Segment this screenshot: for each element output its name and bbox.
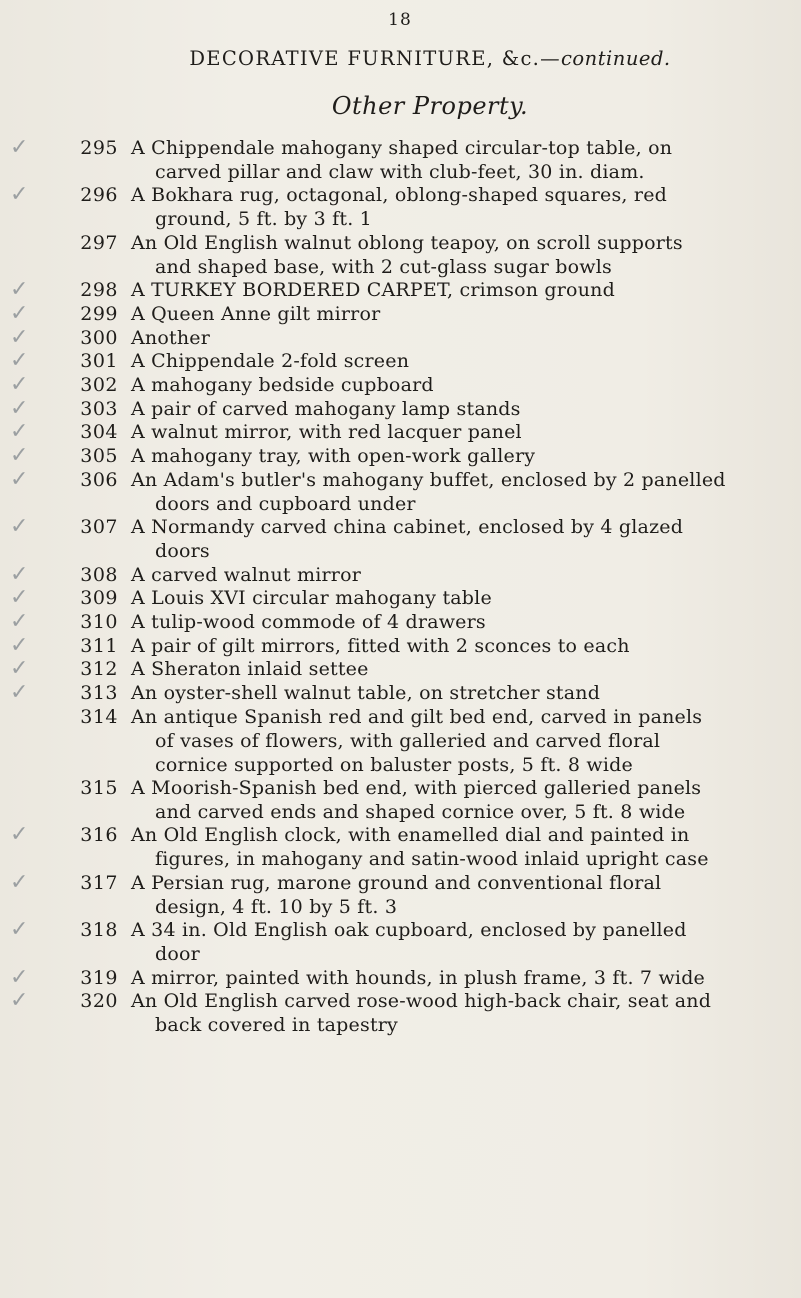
lot-description-line: design, 4 ft. 10 by 5 ft. 3 [155,895,398,918]
lot-description [131,515,791,563]
lot-description [131,231,791,279]
lot-description-line: of vases of flowers, with galleried and carved floral [155,729,661,752]
lot-description-line: An Old English carved rose-wood high-back chair, seat and [131,990,712,1013]
lot-description [131,705,791,777]
lot-description-line: An Old English clock, with enamelled dial and painted in [131,824,690,847]
check-mark-icon: ✓ [10,917,29,943]
check-mark-icon: ✓ [10,395,29,421]
lot-number: 303 [80,397,118,420]
lot-number: 319 [80,966,118,989]
check-mark-icon: ✓ [10,372,29,397]
lot-number: 306 [80,468,118,491]
running-title [100,47,760,70]
check-mark-icon: ✓ [10,822,29,848]
check-mark-icon: ✓ [10,348,29,374]
check-mark-icon: ✓ [10,277,29,303]
lot-number: 320 [80,990,118,1013]
lot-description-line: door [155,943,200,966]
lot-number: 295 [80,137,118,159]
lot-description-line: A carved walnut mirror [131,563,361,586]
lot-number: 310 [80,611,118,633]
lot-number: 309 [80,587,118,610]
lot-number: 301 [80,350,118,373]
lot-description-line: cornice supported on baluster posts, 5 ft. 8 wide [155,753,633,776]
lot-description-line: An antique Spanish red and gilt bed end, carved in panels [131,705,703,728]
check-mark-icon: ✓ [10,964,29,990]
lot-description-line: An oyster-shell walnut table, on stretcher stand [131,682,601,705]
check-mark-icon: ✓ [10,680,29,706]
lot-description [131,586,791,610]
lot-number: 317 [80,871,118,894]
lot-number: 315 [80,776,118,799]
lot-description-line: A pair of carved mahogany lamp stands [131,397,521,420]
lot-description-line: Another [131,326,210,349]
lot-description-line: A mirror, painted with hounds, in plush frame, 3 ft. 7 wide [131,966,705,989]
lot-description-line: A Chippendale 2-fold screen [131,350,410,373]
page-number: 18 [388,10,412,30]
lot-description-line: A pair of gilt mirrors, fitted with 2 sconces to each [131,634,630,657]
lot-description [131,966,791,990]
lot-description-line: carved pillar and claw with club-feet, 30 in. diam. [155,161,645,183]
lot-description [131,823,791,871]
check-mark-icon: ✓ [10,656,29,682]
check-mark-icon: ✓ [10,609,29,634]
running-title-continued: continued. [561,47,671,70]
lot-description-line: A Bokhara rug, octagonal, oblong-shaped squares, red [131,184,667,207]
lot-description-line: A Louis XVI circular mahogany table [131,587,492,610]
check-mark-icon: ✓ [10,585,29,611]
lot-description [131,681,791,705]
check-mark-icon: ✓ [10,300,29,326]
lot-description-line: A Moorish-Spanish bed end, with pierced galleried panels [131,776,702,799]
lot-description-line: A Normandy carved china cabinet, enclosed by 4 glazed [131,516,684,539]
lot-description [131,468,791,516]
check-mark-icon: ✓ [10,632,29,658]
lot-number: 308 [80,563,118,586]
check-mark-icon: ✓ [10,988,29,1014]
lot-description-line: A Queen Anne gilt mirror [131,302,381,325]
lot-description [131,776,791,824]
lot-description [131,326,791,350]
lot-description-line: figures, in mahogany and satin-wood inlaid upright case [155,848,709,871]
lot-description-line: A TURKEY BORDERED CARPET, crimson ground [131,279,615,302]
lot-description-line: and shaped base, with 2 cut-glass sugar bowls [155,255,612,278]
lot-description [131,634,791,658]
lot-description [131,989,791,1037]
lot-number: 307 [80,516,118,539]
check-mark-icon: ✓ [10,466,29,492]
lot-number: 318 [80,919,118,942]
check-mark-icon: ✓ [10,443,29,469]
check-mark-icon: ✓ [10,419,29,445]
lot-description-line: ground, 5 ft. by 3 ft. 1 [155,208,372,231]
check-mark-icon: ✓ [10,514,29,540]
section-heading: Other Property. [331,92,529,120]
check-mark-icon: ✓ [10,324,29,350]
lot-number: 299 [80,302,118,325]
lot-description-line: doors and cupboard under [155,492,416,515]
lot-description [131,871,791,919]
lot-description-line: A Sheraton inlaid settee [131,658,369,681]
lot-number: 298 [80,279,118,302]
lot-number: 313 [80,682,118,705]
lot-description [131,373,791,397]
lot-description-line: An Adam's butler's mahogany buffet, enclosed by 2 panelled [131,468,726,491]
lot-description [131,918,791,966]
lot-number: 297 [80,231,118,254]
lot-description-line: back covered in tapestry [155,1014,398,1037]
check-mark-icon: ✓ [10,561,29,587]
lot-description-line: doors [155,540,210,563]
lot-description [131,136,791,184]
lot-description [131,183,791,231]
lot-description [131,302,791,326]
lot-description-line: A walnut mirror, with red lacquer panel [131,421,522,444]
lot-number: 311 [80,634,118,657]
lot-description [131,397,791,421]
lot-number: 305 [80,445,118,468]
lot-number: 304 [80,421,118,444]
lot-description-line: An Old English walnut oblong teapoy, on scroll supports [131,231,683,254]
lot-number: 312 [80,658,118,681]
lot-number: 300 [80,326,118,349]
lot-description [131,563,791,587]
check-mark-icon: ✓ [10,869,29,895]
lot-description-line: A Persian rug, marone ground and conventional floral [131,871,662,894]
lot-description [131,278,791,302]
lot-description-line: A mahogany tray, with open-work gallery [131,445,536,468]
lot-number: 296 [80,184,118,207]
lot-number: 302 [80,374,118,396]
lot-description [131,420,791,444]
lot-description-line: A 34 in. Old English oak cupboard, enclosed by panelled [131,919,687,942]
lot-number: 314 [80,705,118,728]
check-mark-icon: ✓ [10,135,29,160]
lot-description-line: and carved ends and shaped cornice over, 5 ft. 8 wide [155,800,686,823]
lot-description-line: A tulip-wood commode of 4 drawers [131,611,486,633]
lot-description [131,657,791,681]
lot-description-line: A Chippendale mahogany shaped circular-top table, on [131,137,673,159]
lot-description [131,444,791,468]
lot-description [131,610,791,634]
check-mark-icon: ✓ [10,182,29,208]
lot-description-line: A mahogany bedside cupboard [131,374,434,396]
running-title-main: DECORATIVE FURNITURE, &c.— [189,47,561,70]
lot-description [131,349,791,373]
lot-number: 316 [80,824,118,847]
